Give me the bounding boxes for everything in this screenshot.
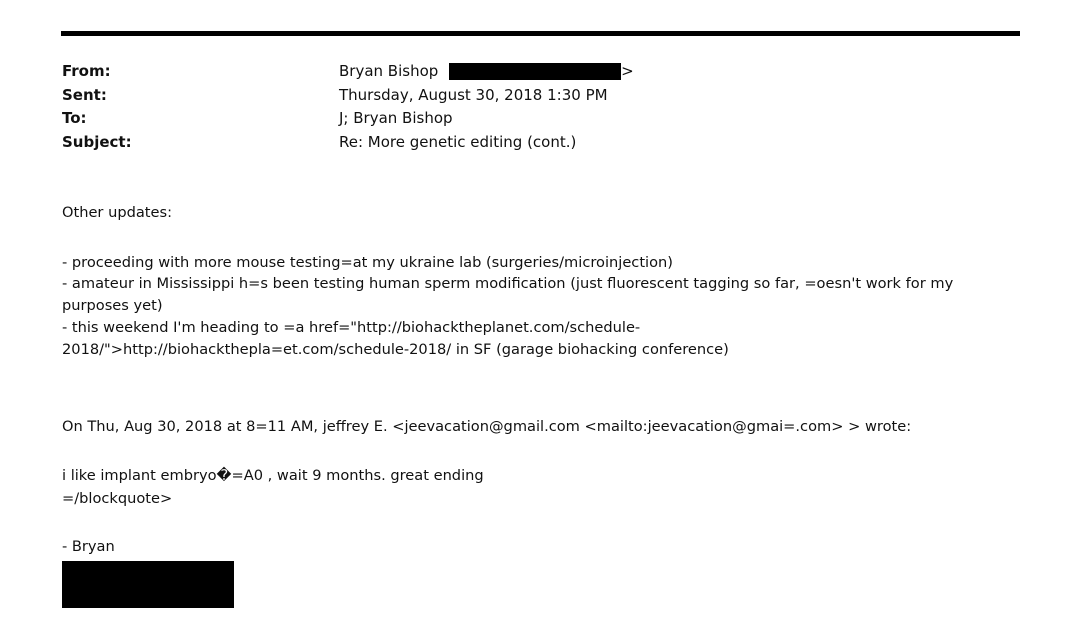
bullet-mississippi-line2: purposes yet) — [62, 297, 163, 314]
quoted-line-2: =/blockquote> — [62, 490, 173, 507]
bullet-weekend-line1: - this weekend I'm heading to =a href="http://biohacktheplanet.com/schedule- — [62, 319, 641, 336]
signature: - Bryan — [62, 538, 115, 555]
to-value: J; Bryan Bishop — [339, 109, 453, 127]
sent-value: Thursday, August 30, 2018 1:30 PM — [339, 86, 608, 104]
to-label: To: — [62, 109, 87, 127]
from-value — [339, 61, 634, 81]
subject-value: Re: More genetic editing (cont.) — [339, 133, 577, 151]
subject-label: Subject: — [62, 133, 132, 151]
sent-label: Sent: — [62, 86, 107, 104]
redacted-email-address — [449, 63, 621, 80]
body-intro: Other updates: — [62, 204, 173, 221]
top-divider — [61, 31, 1020, 36]
bullet-mouse-testing: - proceeding with more mouse testing=at my ukraine lab (surgeries/microinjection) — [62, 254, 673, 271]
sender-name: Bryan Bishop — [339, 62, 439, 80]
from-label: From: — [62, 62, 111, 80]
quote-header: On Thu, Aug 30, 2018 at 8=11 AM, jeffrey E. <jeevacation@gmail.com <mailto:jeevacation@gmai=.com> > wrote: — [62, 418, 912, 435]
bullet-weekend-line2: 2018/">http://biohackthepla=et.com/schedule-2018/ in SF (garage biohacking conference) — [62, 341, 729, 358]
bullet-mississippi-line1: - amateur in Mississippi h=s been testing human sperm modification (just fluorescent tagging so far, =oesn't work for my — [62, 275, 954, 292]
from-suffix: > — [621, 62, 634, 80]
redacted-signature-block — [62, 561, 234, 608]
quoted-line-1: i like implant embryo�=A0 , wait 9 months. great ending — [62, 467, 484, 484]
